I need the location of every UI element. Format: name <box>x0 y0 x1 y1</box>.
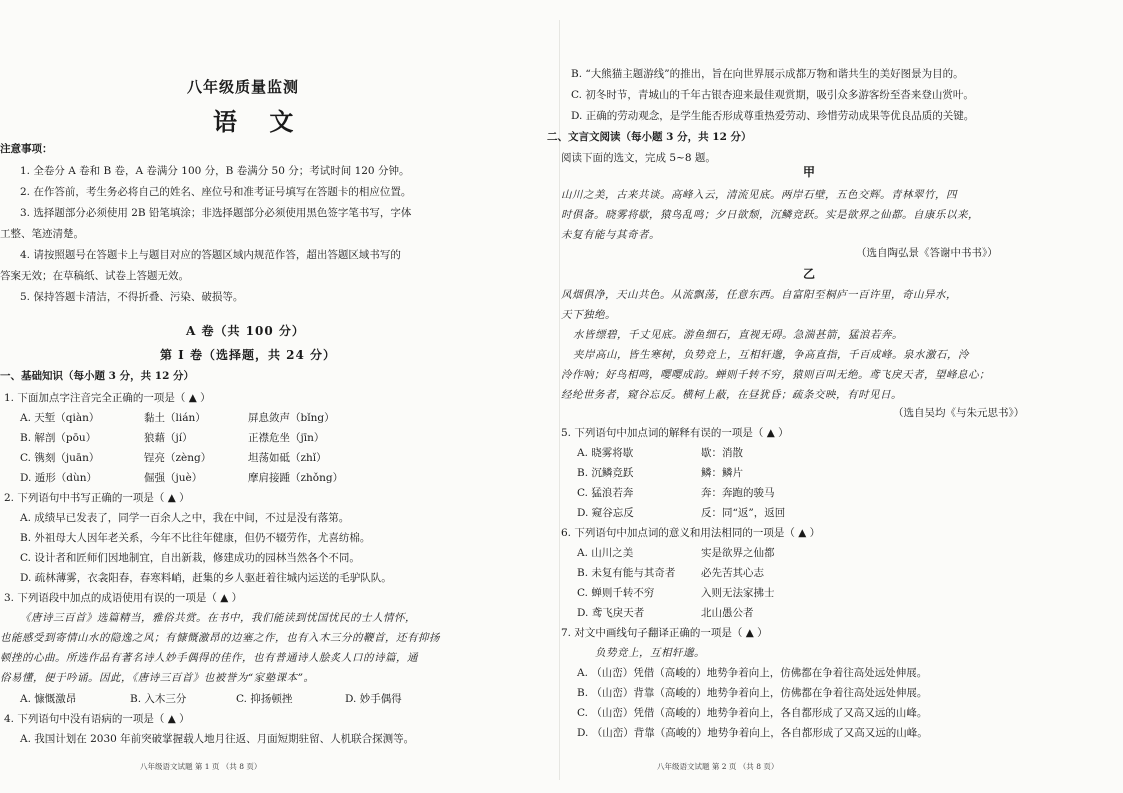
notice-item: 答案无效；在草稿纸、试卷上答题无效。 <box>0 270 189 282</box>
page-footer-left: 八年级语文试题 第 1 页 （共 8 页） <box>140 762 262 771</box>
question-7-stem: 7. 对文中画线句子翻译正确的一项是（ ▲ ） <box>561 627 768 639</box>
notice-item: 4. 请按照题号在答题卡上与题目对应的答题区域内规范作答，超出答题区域书写的 <box>20 249 401 261</box>
passage-jia-label: 甲 <box>803 165 816 179</box>
q1-option-b-3: 正襟危坐（jīn） <box>248 432 325 444</box>
notice-item: 2. 在作答前，考生务必将自己的姓名、座位号和准考证号填写在答题卡的相应位置。 <box>20 186 412 198</box>
passage-jia-line: 未复有能与其奇者。 <box>561 229 660 241</box>
q1-option-c-2: 锃亮（zèng） <box>144 452 212 464</box>
passage-yi-label: 乙 <box>803 267 816 281</box>
q6-option-d-pair: 北山愚公者 <box>701 607 754 619</box>
q2-option-a: A. 成绩早已发表了，同学一百余人之中，我在中间，不过是没有落第。 <box>20 512 350 524</box>
q1-option-a-2: 黏土（lián） <box>144 412 206 424</box>
q3-passage-line: 《唐诗三百首》选篇精当，雅俗共赏。在书中，我们能读到忧国忧民的士人情怀， <box>20 612 416 624</box>
q3-option-c: C. 抑扬顿挫 <box>236 693 293 705</box>
q1-option-d-1: D. 遁形（dùn） <box>20 472 97 484</box>
q5-option-a-gloss: 歇：消散 <box>701 447 743 459</box>
q4-option-d: D. 正确的劳动观念，是学生能否形成尊重热爱劳动、珍惜劳动成果等优良品质的关键。 <box>571 110 975 122</box>
passage-yi-line: 天下独绝。 <box>561 309 616 321</box>
q5-option-c: C. 猛浪若奔 <box>577 487 634 499</box>
section-1-heading: 一、基础知识（每小题 3 分，共 12 分） <box>0 370 195 382</box>
q3-passage-line: 俗易懂，便于吟诵。因此，《唐诗三百首》也被誉为“家塾课本”。 <box>0 672 315 684</box>
question-1-stem: 1. 下面加点字注音完全正确的一项是（ ▲ ） <box>4 392 211 404</box>
q5-option-b: B. 沉鳞竞跃 <box>577 467 634 479</box>
q3-option-d: D. 妙手偶得 <box>345 693 402 705</box>
q1-option-d-2: 倔强（juè） <box>144 472 203 484</box>
notice-item: 工整、笔迹清楚。 <box>0 228 84 240</box>
passage-yi-line: 夹岸高山，皆生寒树，负势竞上，互相轩邈，争高直指，千百成峰。泉水激石，泠 <box>573 349 969 361</box>
q3-passage-line: 顿挫的心曲。所选作品有著名诗人妙手偶得的佳作，也有普通诗人脍炙人口的诗篇，通 <box>0 652 418 664</box>
question-3-stem: 3. 下列语段中加点的成语使用有误的一项是（ ▲ ） <box>4 592 243 604</box>
passage-yi-line: 风烟俱净，天山共色。从流飘荡，任意东西。自富阳至桐庐一百许里，奇山异水， <box>561 289 957 301</box>
q1-option-b-2: 狼藉（jí） <box>144 432 193 444</box>
q6-option-b-pair: 必先苦其心志 <box>701 567 764 579</box>
question-6-stem: 6. 下列语句中加点词的意义和用法相同的一项是（ ▲ ） <box>561 527 821 539</box>
q5-option-d-gloss: 反：同“返”，返回 <box>701 507 786 519</box>
q7-quote: 负势竞上，互相轩邈。 <box>595 647 705 659</box>
q5-option-a: A. 晓雾将歇 <box>577 447 634 459</box>
passage-yi-line: 经纶世务者，窥谷忘反。横柯上蔽，在昼犹昏；疏条交映，有时见日。 <box>561 389 902 401</box>
volume-1-title: 第 I 卷（选择题，共 24 分） <box>160 348 337 362</box>
exam-subject: 语 文 <box>213 107 306 136</box>
passage-yi-source: （选自吴均《与朱元思书》） <box>893 407 1025 419</box>
passage-jia-source: （选自陶弘景《答谢中书书》） <box>856 247 998 259</box>
passage-yi-line: 水皆缥碧，千丈见底。游鱼细石，直视无碍。急湍甚箭，猛浪若奔。 <box>573 329 903 341</box>
question-4-stem: 4. 下列语句中没有语病的一项是（ ▲ ） <box>4 713 190 725</box>
notice-item: 5. 保持答题卡清洁，不得折叠、污染、破损等。 <box>20 291 244 303</box>
page-footer-right: 八年级语文试题 第 2 页 （共 8 页） <box>657 762 779 771</box>
q4-option-b: B. “大熊猫主题游线”的推出，旨在向世界展示成都万物和谐共生的美好图景为目的。 <box>571 68 964 80</box>
q1-option-c-3: 坦荡如砥（zhǐ） <box>248 452 327 464</box>
right-page <box>547 0 1123 793</box>
question-5-stem: 5. 下列语句中加点词的解释有误的一项是（ ▲ ） <box>561 427 789 439</box>
q2-option-c: C. 设计者和匠师们因地制宜，自出新栽，修建成功的园林当然各个不同。 <box>20 552 360 564</box>
q2-option-d: D. 疏林薄雾，衣衾阳春，春寒料峭，赶集的乡人驱赶着往城内运送的毛驴队队。 <box>20 572 392 584</box>
notice-item: 3. 选择题部分必须使用 2B 铅笔填涂；非选择题部分必须使用黑色签字笔书写，字体 <box>20 207 412 219</box>
q1-option-d-3: 摩肩接踵（zhǒng） <box>248 472 344 484</box>
exam-title: 八年级质量监测 <box>187 78 300 96</box>
section-2-heading: 二、文言文阅读（每小题 3 分，共 12 分） <box>547 131 752 143</box>
q7-option-b: B. （山峦）背靠（高峻的）地势争着向上，仿佛都在争着往高处远处伸展。 <box>577 687 928 699</box>
q6-option-c: C. 蝉则千转不穷 <box>577 587 655 599</box>
part-a-title: A 卷（共 100 分） <box>186 324 305 338</box>
q3-option-b: B. 入木三分 <box>130 693 187 705</box>
q2-option-b: B. 外祖母大人因年老关系，今年不比往年健康，但仍不辍劳作，尤喜纺棉。 <box>20 532 371 544</box>
q1-option-c-1: C. 镌刻（juān） <box>20 452 100 464</box>
left-page <box>0 0 561 793</box>
passage-yi-line: 泠作响；好鸟相鸣，嘤嘤成韵。蝉则千转不穷，猿则百叫无绝。鸢飞戾天者，望峰息心； <box>561 369 990 381</box>
notice-item: 1. 全卷分 A 卷和 B 卷，A 卷满分 100 分，B 卷满分 50 分；考试时间 120 分钟。 <box>20 165 410 177</box>
q6-option-c-pair: 入则无法家拂士 <box>701 587 775 599</box>
passage-jia-line: 时俱备。晓雾将歇，猿鸟乱鸣；夕日欲颓，沉鳞竞跃。实是欲界之仙都。自康乐以来， <box>561 209 979 221</box>
q4-option-a: A. 我国计划在 2030 年前突破掌握载人地月往返、月面短期驻留、人机联合探测等。 <box>20 733 415 745</box>
notice-heading: 注意事项： <box>0 143 53 155</box>
q3-option-a: A. 慷慨激昂 <box>20 693 77 705</box>
q6-option-b: B. 未复有能与其奇者 <box>577 567 676 579</box>
q5-option-b-gloss: 鳞：鳞片 <box>701 467 743 479</box>
q6-option-a-pair: 实是欲界之仙都 <box>701 547 775 559</box>
q7-option-c: C. （山峦）凭借（高峻的）地势争着向上，各自都形成了又高又远的山峰。 <box>577 707 928 719</box>
q1-option-a-1: A. 天堑（qiàn） <box>20 412 100 424</box>
q6-option-a: A. 山川之美 <box>577 547 634 559</box>
q1-option-b-1: B. 解剖（pōu） <box>20 432 97 444</box>
q7-option-d: D. （山峦）背靠（高峻的）地势争着向上，各自都形成了又高又远的山峰。 <box>577 727 928 739</box>
q7-option-a: A. （山峦）凭借（高峻的）地势争着向上，仿佛都在争着往高处远处伸展。 <box>577 667 928 679</box>
passage-jia-line: 山川之美，古来共谈。高峰入云，清流见底。两岸石壁，五色交辉。青林翠竹，四 <box>561 189 957 201</box>
q1-option-a-3: 屏息敛声（bǐng） <box>248 412 335 424</box>
q3-passage-line: 也能感受到寄情山水的隐逸之风；有慷慨激昂的边塞之作，也有入木三分的鞭首，还有抑扬 <box>0 632 440 644</box>
q5-option-d: D. 窥谷忘反 <box>577 507 634 519</box>
reading-intro: 阅读下面的选文，完成 5~8 题。 <box>561 152 716 164</box>
q5-option-c-gloss: 奔：奔跑的骏马 <box>701 487 775 499</box>
q4-option-c: C. 初冬时节，青城山的千年古银杏迎来最佳观赏期，吸引众多游客纷至沓来登山赏叶。 <box>571 89 974 101</box>
question-2-stem: 2. 下列语句中书写正确的一项是（ ▲ ） <box>4 492 190 504</box>
q6-option-d: D. 鸢飞戾天者 <box>577 607 645 619</box>
